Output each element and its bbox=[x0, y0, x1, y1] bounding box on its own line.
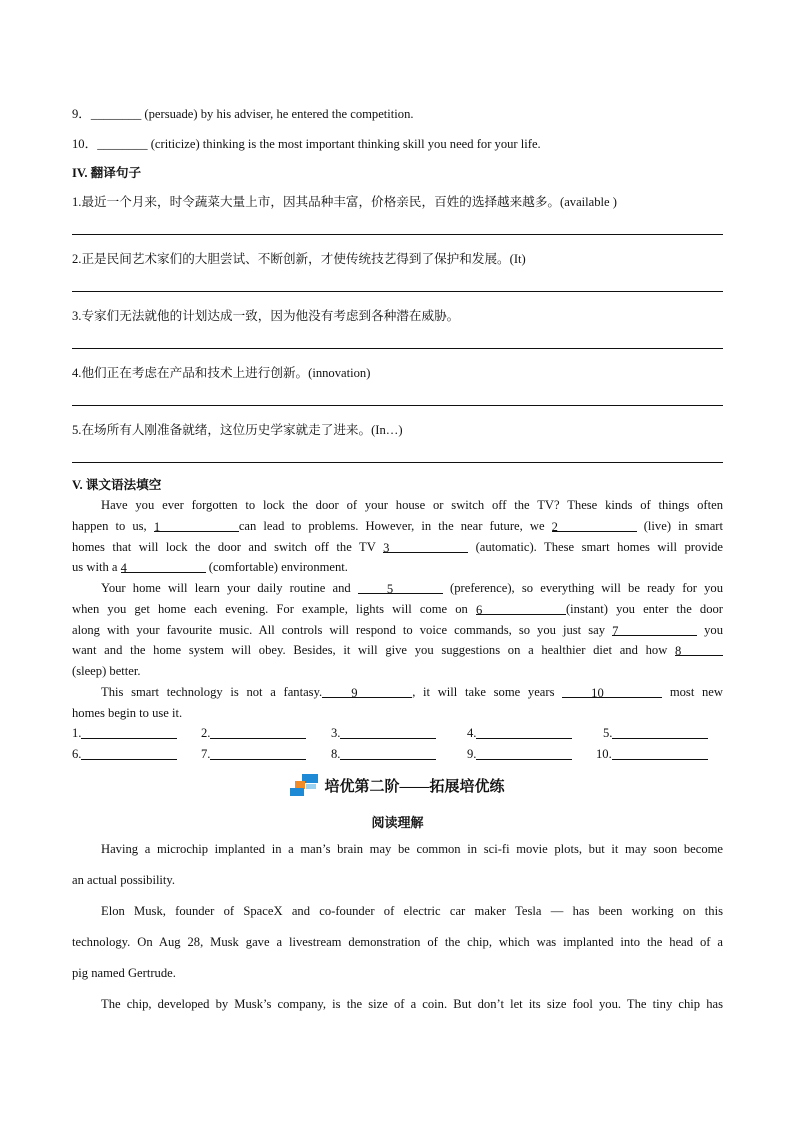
translate-sentence-3: 3.专家们无法就他的计划达成一致，因为他没有考虑到各种潜在威胁。 bbox=[72, 309, 460, 323]
answer-slot-1[interactable]: 1. bbox=[72, 726, 177, 741]
cloze-blank-4[interactable]: 4 bbox=[121, 559, 206, 573]
answer-slot-6[interactable]: 6. bbox=[72, 747, 177, 762]
cloze-blank-3[interactable]: 3 bbox=[383, 539, 468, 553]
cloze-paragraph-1: Have you ever forgotten to lock the door of your house or switch off the TV? These kinds of things often happen to us, 1 can lead to problems. However, in the near future, we 2 (live) in smart homes that will lock the door and switch off the TV 3 (automatic). These smart homes will provide us with a 4 (comfortable) environment. bbox=[72, 498, 723, 576]
answer-slot-7[interactable]: 7. bbox=[201, 747, 306, 762]
answer-slot-4[interactable]: 4. bbox=[467, 726, 572, 741]
cloze-blank-5[interactable]: 5 bbox=[358, 580, 443, 594]
item-10: 10．________ (criticize) thinking is the most important thinking skill you need for your life. bbox=[72, 137, 541, 151]
cloze-blank-6[interactable]: 6 bbox=[476, 601, 566, 615]
translate-sentence-1: 1.最近一个月来，时令蔬菜大量上市，因其品种丰富，价格亲民，百姓的选择越来越多。(available ) bbox=[72, 195, 617, 209]
answer-slot-9[interactable]: 9. bbox=[467, 747, 572, 762]
section-4-title: IV. 翻译句子 bbox=[72, 166, 142, 180]
section-5-title: V. 课文语法填空 bbox=[72, 478, 162, 492]
answer-slot-2[interactable]: 2. bbox=[201, 726, 306, 741]
cloze-blank-1[interactable]: 1 bbox=[154, 518, 239, 532]
answer-slot-3[interactable]: 3. bbox=[331, 726, 436, 741]
cloze-blank-2[interactable]: 2 bbox=[552, 518, 637, 532]
answer-line-4 bbox=[72, 405, 723, 406]
answer-line-2 bbox=[72, 291, 723, 292]
answer-slot-8[interactable]: 8. bbox=[331, 747, 436, 762]
stage-2-heading: 培优第二阶——拓展培优练 bbox=[72, 774, 723, 796]
cloze-blank-7[interactable]: 7 bbox=[612, 622, 697, 636]
answer-line-1 bbox=[72, 234, 723, 235]
answer-line-3 bbox=[72, 348, 723, 349]
translate-sentence-2: 2.正是民间艺术家们的大胆尝试、不断创新，才使传统技艺得到了保护和发展。(It) bbox=[72, 252, 526, 266]
reading-paragraph-2: Elon Musk, founder of SpaceX and co-founder of electric car maker Tesla — has been working on this technology. On Aug 28, Musk gave a livestream demonstration of the chip, which was implanted into the head of a pig named Gertrude. bbox=[72, 904, 723, 980]
translate-sentence-5: 5.在场所有人刚准备就绪，这位历史学家就走了进来。(In…) bbox=[72, 423, 403, 437]
answer-row-1 bbox=[72, 726, 723, 742]
answer-row-2 bbox=[72, 747, 723, 763]
cloze-blank-9[interactable]: 9 bbox=[322, 684, 412, 698]
reading-paragraph-1: Having a microchip implanted in a man’s brain may be common in sci-fi movie plots, but it may soon become an actual possibility. bbox=[72, 842, 723, 887]
stage-logo-icon bbox=[290, 774, 320, 796]
reading-subtitle: 阅读理解 bbox=[371, 815, 424, 830]
cloze-blank-8[interactable]: 8 bbox=[675, 642, 723, 656]
cloze-paragraph-2: Your home will learn your daily routine and 5 (preference), so everything will be ready for you when you get home each evening. For example, lights will come on 6 (instant) you enter the door along with your favourite music. All controls will respond to voice commands, so you just say 7 you want and the home system will obey. Besides, it will give you suggestions on a healthier diet and how 8 (sleep) better. bbox=[72, 581, 723, 679]
item-9: 9．________ (persuade) by his adviser, he entered the competition. bbox=[72, 107, 414, 121]
reading-paragraph-3: The chip, developed by Musk’s company, is the size of a coin. But don’t let its size fool you. The tiny chip has bbox=[101, 997, 723, 1011]
translate-sentence-4: 4.他们正在考虑在产品和技术上进行创新。(innovation) bbox=[72, 366, 371, 380]
answer-slot-10[interactable]: 10. bbox=[596, 747, 708, 762]
answer-line-5 bbox=[72, 462, 723, 463]
cloze-blank-10[interactable]: 10 bbox=[562, 684, 662, 698]
answer-slot-5[interactable]: 5. bbox=[603, 726, 708, 741]
cloze-paragraph-3: This smart technology is not a fantasy. 9 , it will take some years 10 most new homes begin to use it. bbox=[72, 685, 723, 720]
